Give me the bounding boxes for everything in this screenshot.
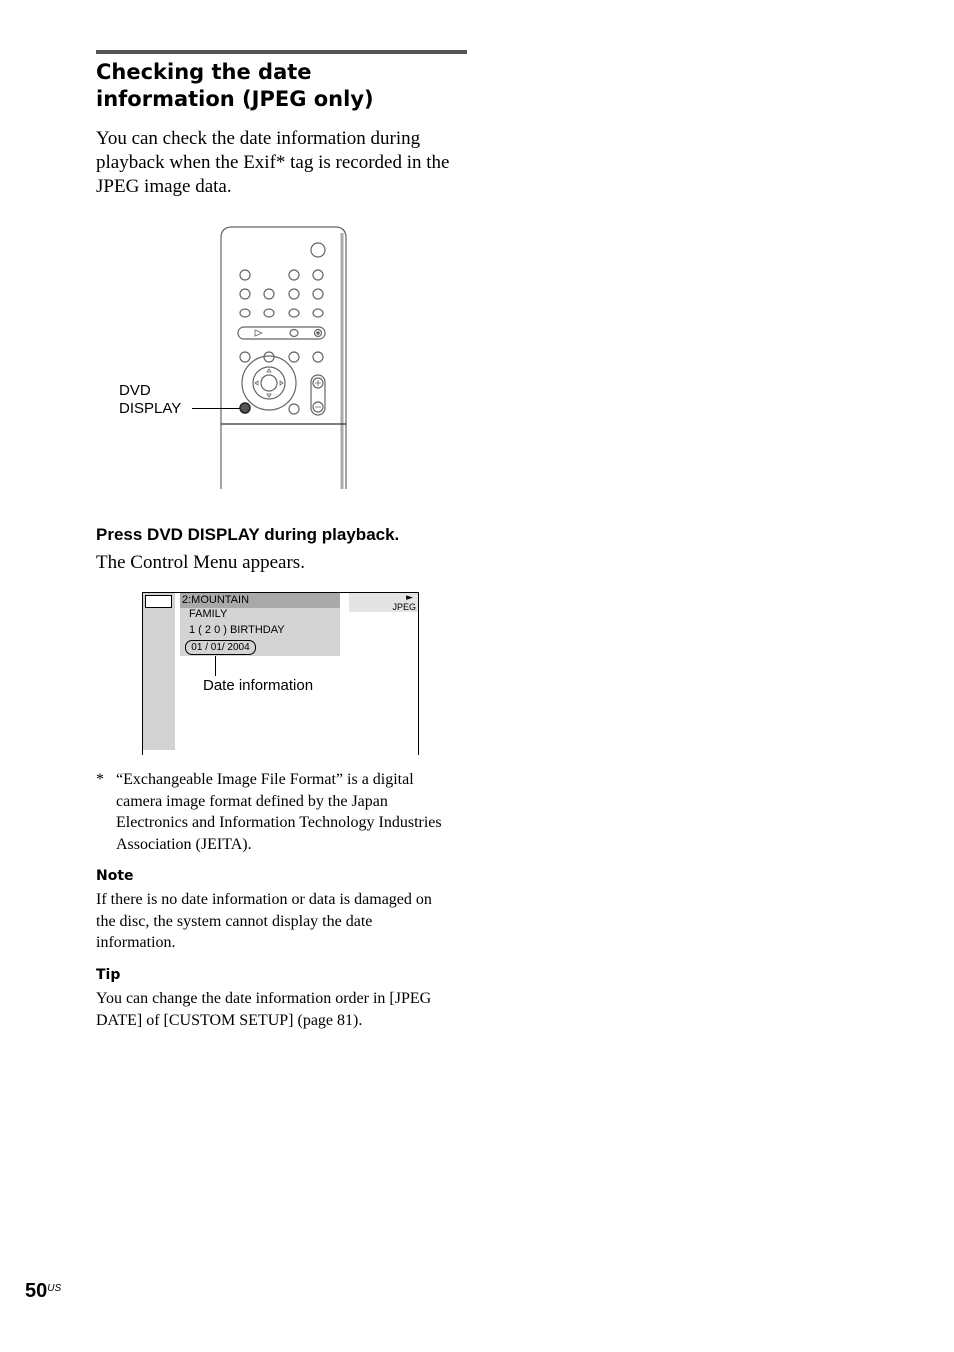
intro-line-3: JPEG image data. — [96, 176, 232, 197]
folder-title: 2:MOUNTAIN — [182, 594, 250, 606]
volume-rocker — [311, 375, 325, 415]
control-menu-sidebar — [143, 593, 175, 750]
footnote-line-1: “Exchangeable Image File Format” is a digital — [116, 771, 414, 788]
selected-item-icon — [145, 595, 172, 608]
tip-heading: Tip — [96, 967, 121, 983]
button-row-4 — [240, 352, 323, 362]
file-name: 1 ( 2 0 ) BIRTHDAY — [189, 624, 285, 636]
button-row-1 — [240, 270, 323, 280]
button-row-2 — [240, 289, 323, 299]
page-title-line-1: Checking the date — [96, 60, 312, 84]
page-number — [25, 1279, 61, 1303]
screen-border-right — [418, 592, 419, 755]
page-number-value: 50 — [25, 1280, 48, 1302]
step-result: The Control Menu appears. — [96, 552, 305, 573]
note-paragraph — [96, 889, 476, 954]
play-icon: ► — [406, 593, 413, 603]
power-button — [311, 243, 325, 257]
dvd-display-leader-line — [192, 408, 240, 409]
footnote-line-4: Association (JEITA). — [116, 835, 252, 853]
step-instruction: Press DVD DISPLAY during playback. — [96, 525, 400, 544]
note-heading: Note — [96, 868, 134, 884]
album-name: FAMILY — [189, 608, 228, 620]
button-row-3 — [240, 309, 323, 317]
dvd-display-label-line-2: DISPLAY — [119, 400, 182, 417]
playback-status-box — [349, 593, 418, 612]
tip-paragraph — [96, 988, 476, 1031]
remote-control-illustration — [0, 0, 954, 500]
navigation-pad — [242, 356, 296, 410]
note-line-3: information. — [96, 934, 176, 951]
control-menu-screen — [142, 592, 419, 755]
footnote-marker: * — [96, 771, 104, 788]
page-title-line-2: information (JPEG only) — [96, 87, 374, 111]
dvd-display-label-line-1: DVD — [119, 382, 151, 399]
note-line-2: the disc, the system cannot display the date — [96, 912, 373, 930]
intro-line-1: You can check the date information during — [96, 128, 421, 149]
tip-line-2: DATE] of [CUSTOM SETUP] (page 81). — [96, 1011, 363, 1029]
footnote-text — [116, 769, 476, 855]
transport-play-icon — [255, 330, 262, 336]
footnote-line-2: camera image format defined by the Japan — [116, 792, 388, 810]
tip-line-1: You can change the date information order in [JPEG — [96, 990, 432, 1007]
footnote-line-3: Electronics and Information Technology Industries — [116, 814, 442, 831]
format-label: JPEG — [392, 602, 416, 612]
dvd-display-button — [240, 403, 250, 413]
date-callout-line — [215, 656, 216, 676]
note-line-1: If there is no date information or data is damaged on — [96, 891, 432, 908]
date-callout-label: Date information — [203, 677, 314, 694]
dvd-display-label — [119, 382, 181, 418]
intro-line-2: playback when the Exif* tag is recorded in the — [96, 152, 450, 173]
transport-bar — [238, 327, 325, 339]
date-information-field: 01 / 01/ 2004 — [185, 640, 256, 655]
page-number-suffix: US — [47, 1283, 62, 1294]
